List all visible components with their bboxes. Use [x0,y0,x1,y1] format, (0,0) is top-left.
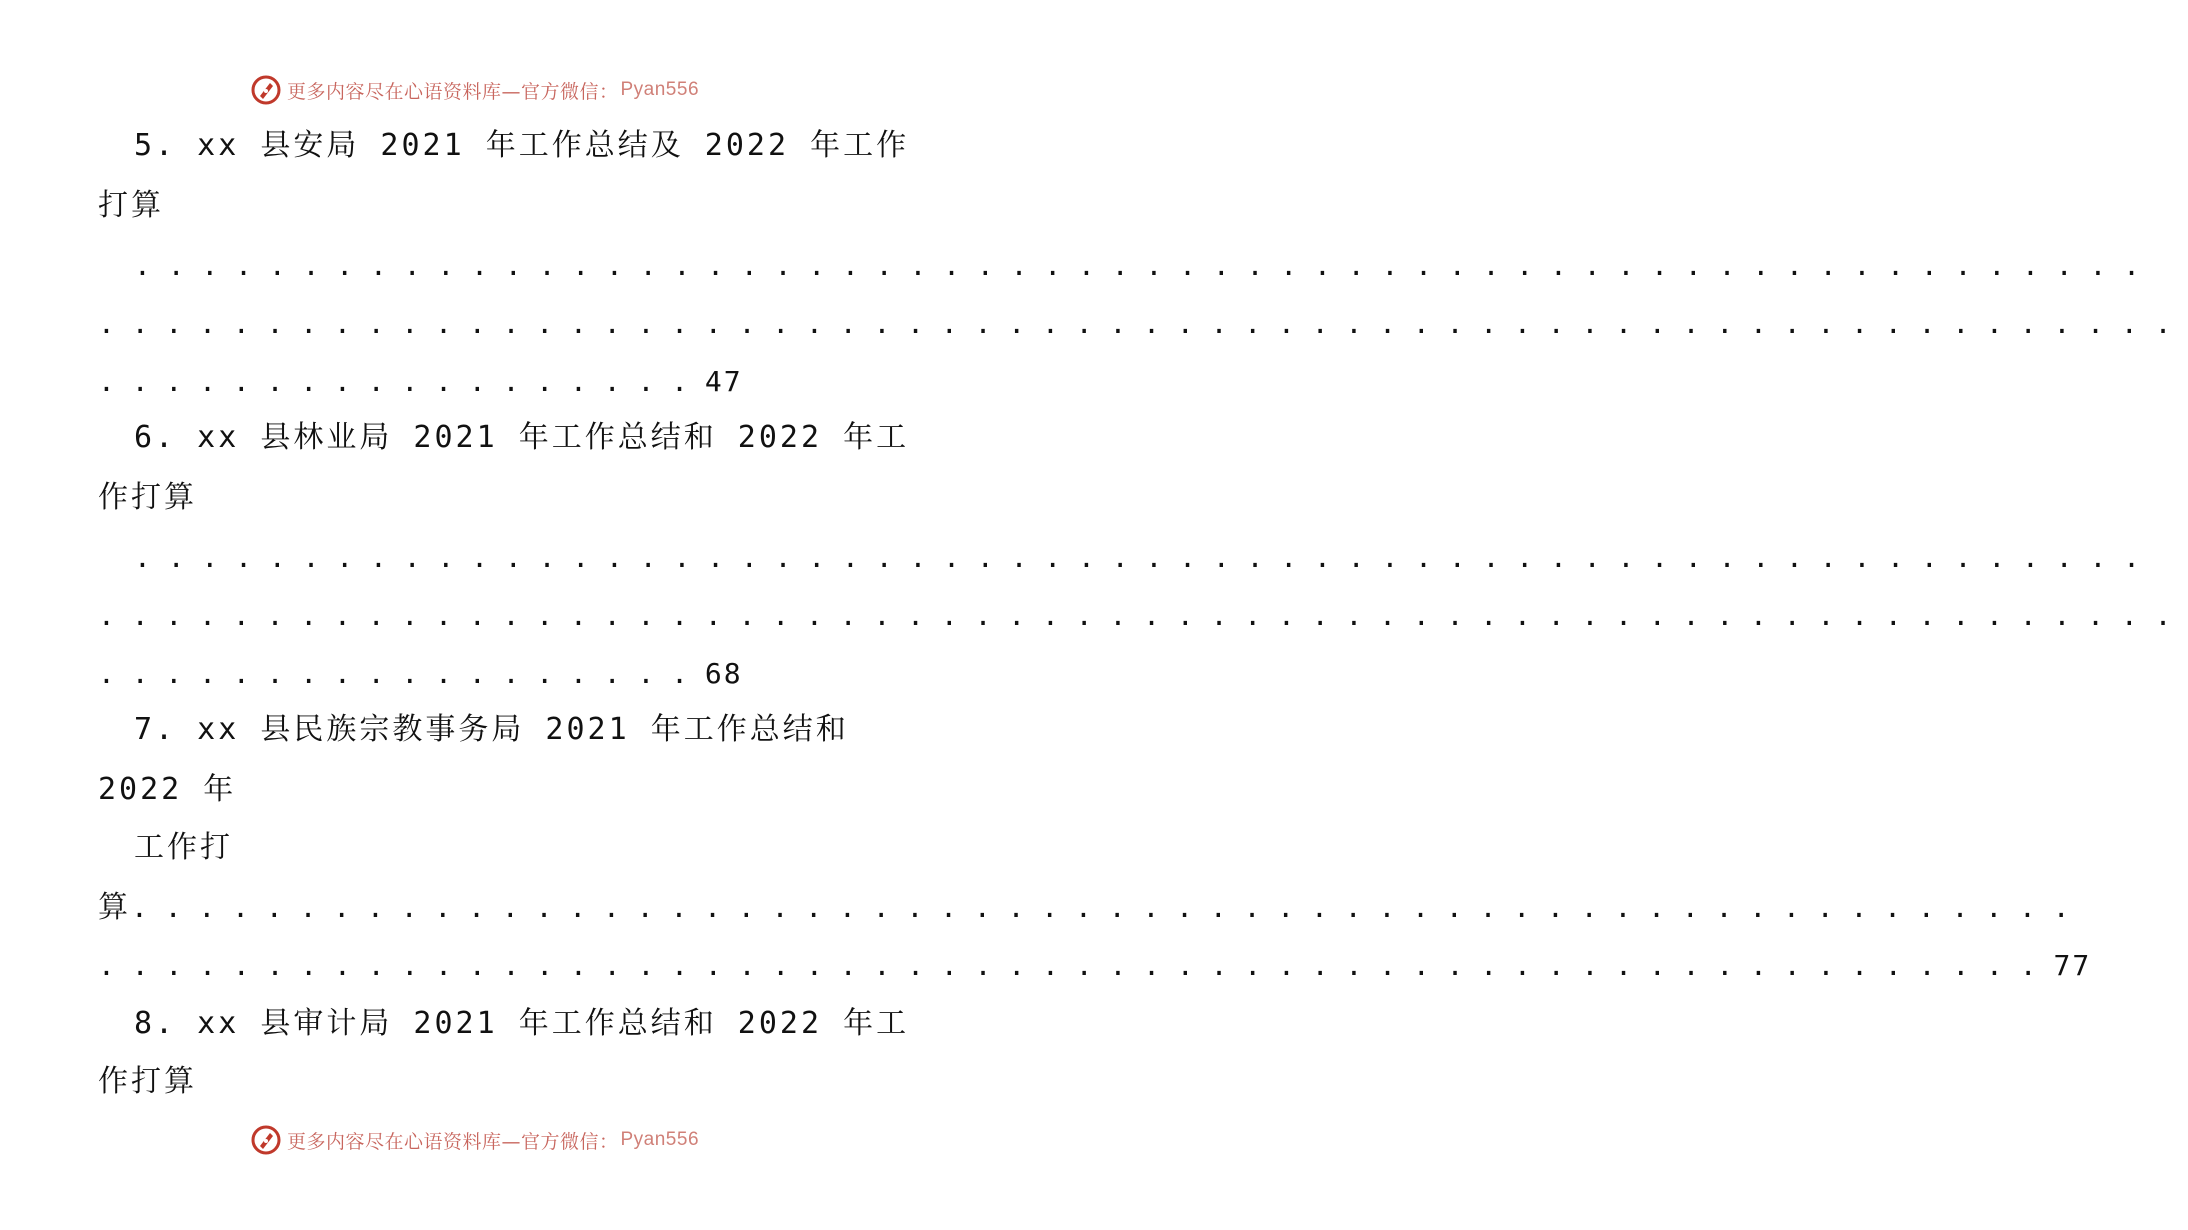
toc-entry-5-page: 47 [704,365,743,398]
toc-leader-dots: . . . . . . . . . . . . . . . . . . . . . . . . . . . . . . . . . . . . . . . . . . . . . . . . . . . . . . . . . . . . . . [98,307,2188,340]
toc-entry-7-title-row: 算. . . . . . . . . . . . . . . . . . . . . . . . . . . . . . . . . . . . . . . . . . . . . . . . . . . . . . . . . . [98,890,2087,925]
toc-entry-5-title-cont: 打算 [98,188,164,223]
pen-logo-icon [251,75,281,105]
banner-text: 更多内容尽在心语资料库—官方微信： [286,1130,619,1153]
toc-leader-dots: . . . . . . . . . . . . . . . . . . . . . . . . . . . . . . . . . . . . . . . . . . . . . . . . . . . . . . . . . . . . [134,249,2157,282]
toc-entry-7-title: 7. xx 县民族宗教事务局 2021 年工作总结和 [134,712,849,747]
header-banner [0,70,950,110]
toc-entry-7-page: 77 [2053,949,2092,982]
banner-wechat-id: Pyan556 [620,79,700,100]
toc-entry-6-page-row: . . . . . . . . . . . . . . . . . . 68 [98,657,743,690]
toc-entry-8-title-cont: 作打算 [98,1064,197,1099]
toc-entry-7-page-row: . . . . . . . . . . . . . . . . . . . . . . . . . . . . . . . . . . . . . . . . . . . . . . . . . . . . . . . . . . 77 [98,949,2092,982]
footer-banner [0,1120,950,1160]
toc-entry-6-title: 6. xx 县林业局 2021 年工作总结和 2022 年工 [134,420,910,455]
toc-entry-7-title-cont3: 算 [98,890,131,925]
toc-entry-5-page-row: . . . . . . . . . . . . . . . . . . 47 [98,365,743,398]
toc-leader-dots: . . . . . . . . . . . . . . . . . . . . . . . . . . . . . . . . . . . . . . . . . . . . . . . . . . . . . . . . . . . . . . [98,599,2188,632]
banner-wechat-id: Pyan556 [620,1129,700,1150]
toc-entry-8-title: 8. xx 县审计局 2021 年工作总结和 2022 年工 [134,1006,910,1041]
toc-leader-dots: . . . . . . . . . . . . . . . . . . . . . . . . . . . . . . . . . . . . . . . . . . . . . . . . . . . . . . . . . . . . [134,541,2157,574]
toc-entry-7-title-cont2: 工作打 [134,830,233,865]
banner-text: 更多内容尽在心语资料库—官方微信： [286,80,619,103]
toc-entry-6-page: 68 [704,657,743,690]
pen-logo-icon [251,1125,281,1155]
toc-entry-5-title: 5. xx 县安局 2021 年工作总结及 2022 年工作 [134,128,910,163]
toc-entry-6-title-cont: 作打算 [98,480,197,515]
toc-entry-7-title-cont: 2022 年 [98,772,237,807]
